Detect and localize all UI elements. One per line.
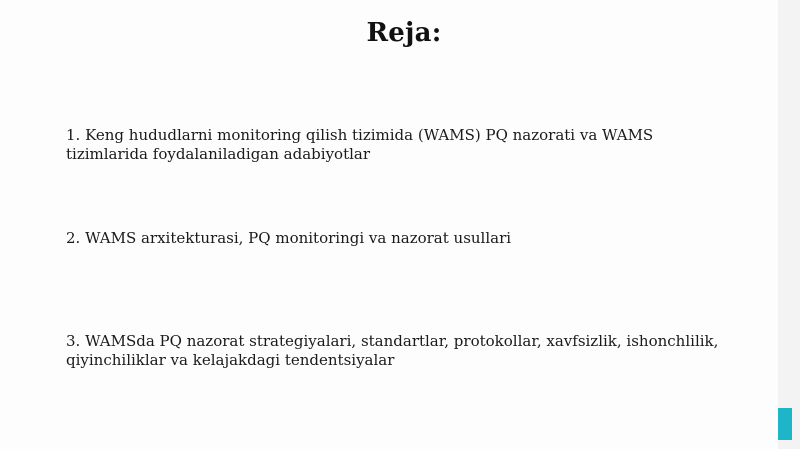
- plan-item-2: 2. WAMS arxitekturasi, PQ monitoringi va nazorat usullari: [66, 229, 512, 247]
- plan-item-3: 3. WAMSda PQ nazorat strategiyalari, standartlar, protokollar, xavfsizlik, ishonchlilik, qiyinchiliklar va kelajakdagi tendentsiyalar: [66, 332, 719, 369]
- slide-title: Reja:: [366, 18, 442, 48]
- side-panel: [778, 0, 800, 449]
- plan-item-1: 1. Keng hududlarni monitoring qilish tizimida (WAMS) PQ nazorati va WAMS tizimlarida foydalaniladigan adabiyotlar: [66, 126, 654, 163]
- scroll-indicator[interactable]: [778, 408, 792, 440]
